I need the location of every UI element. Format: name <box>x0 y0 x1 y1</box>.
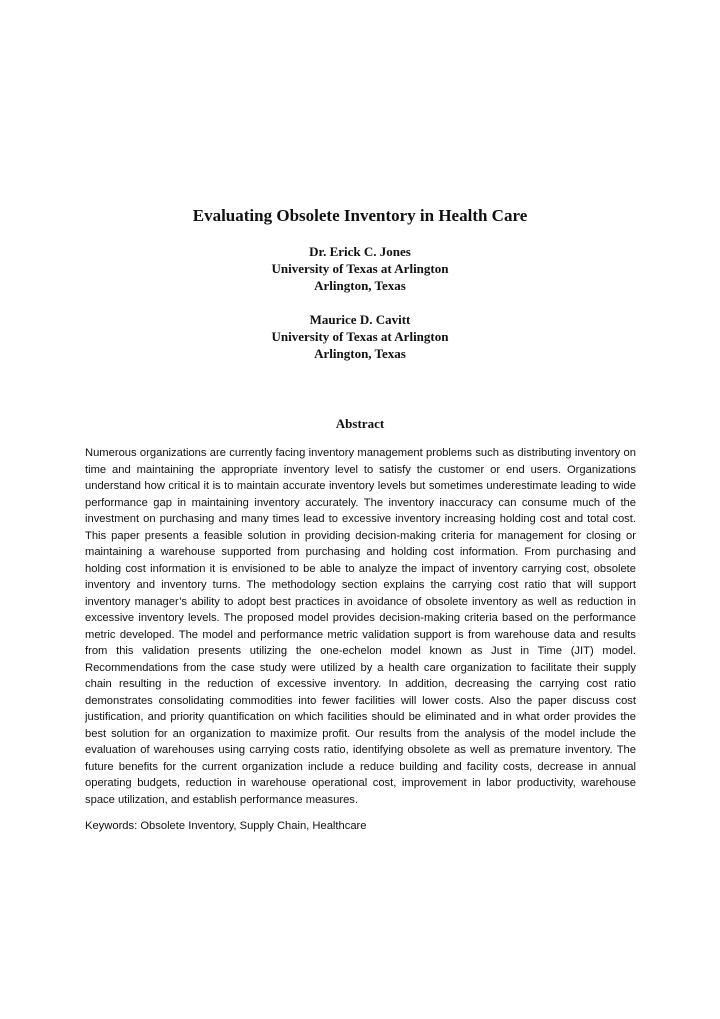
author-name: Maurice D. Cavitt <box>309 312 411 327</box>
author-location: Arlington, Texas <box>314 278 406 293</box>
paper-title: Evaluating Obsolete Inventory in Health Care <box>192 206 528 225</box>
keywords-line: Keywords: Obsolete Inventory, Supply Chain, Healthcare <box>85 820 367 832</box>
author-location: Arlington, Texas <box>314 346 406 361</box>
author-affiliation: University of Texas at Arlington <box>271 261 449 276</box>
author-block-2 <box>0 311 720 362</box>
author-name: Dr. Erick C. Jones <box>309 244 411 259</box>
abstract-body: Numerous organizations are currently facing inventory management problems such as distributing inventory on time and maintaining the appropriate inventory level to satisfy the customer or end users. Organizations understand how critical it is to maintain accurate inventory levels but sometimes underestimate leading to wide performance gap in maintaining inventory accurately. The inventory inaccuracy can consume much of the investment on purchasing and many times lead to excessive inventory increasing holding cost and total cost. This paper presents a feasible solution in providing decision-making criteria for management for closing or maintaining a warehouse supported from purchasing and holding cost information. From purchasing and holding cost information it is envisioned to be able to analyze the impact of inventory carrying cost, obsolete inventory and inventory turns. The methodology section explains the carrying cost ratio that will support inventory manager’s ability to adopt best practices in avoidance of obsolete inventory as well as reduction in excessive inventory levels. The proposed model provides decision-making criteria based on the performance metric developed. The model and performance metric validation support is from warehouse data and results from this validation presents utilizing the one-echelon model known as Just in Time (JIT) model. Recommendations from the case study were utilized by a health care organization to facilitate their supply chain resulting in the reduction of excessive inventory. In addition, decreasing the carrying cost ratio demonstrates consolidating commodities into fewer facilities will lower costs. Also the paper discuss cost justification, and priority quantification on which facilities should be eliminated and in what order provides the best solution for an organization to maximize profit. Our results from the analysis of the model include the evaluation of warehouses using carrying costs ratio, identifying obsolete as well as premature inventory. The future benefits for the current organization include a reduce building and facility costs, decrease in annual operating budgets, reduction in warehouse operational cost, improvement in labor productivity, warehouse space utilization, and establish performance measures. <box>85 447 636 806</box>
author-affiliation: University of Texas at Arlington <box>271 329 449 344</box>
abstract-heading: Abstract <box>335 416 385 431</box>
author-block-1 <box>0 243 720 294</box>
